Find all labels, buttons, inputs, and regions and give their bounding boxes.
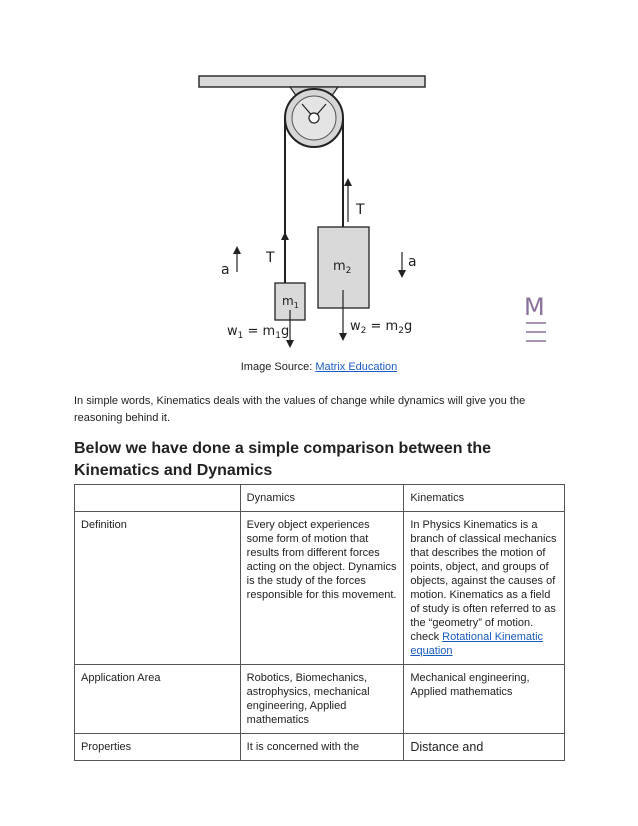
kinematics-definition-text: In Physics Kinematics is a branch of classical mechanics that describes the motion of points, object, and groups of objects, against the causes of motion. Kinematics as a field of study is often referred to as the “geometry” of motion. check: [410, 519, 557, 643]
dynamics-application-area: Robotics, Biomechanics, astrophysics, mechanical engineering, Applied mathematics: [240, 665, 404, 734]
atwood-machine-diagram: [0, 0, 638, 360]
dynamics-definition: Every object experiences some form of motion that results from different forces acting on the object. Dynamics is the study of the forces responsible for this movement.: [240, 512, 404, 665]
label-t-left: T: [266, 250, 275, 266]
matrix-logo-letter: M: [524, 293, 545, 321]
table-cell: [75, 485, 241, 512]
label-w1: $w_1 = m_1g$: [227, 324, 290, 341]
image-caption: [0, 361, 638, 373]
label-m2: $m_2$: [333, 259, 352, 276]
table-row: [75, 665, 565, 734]
pulley-figure: [0, 0, 638, 360]
label-m1: $m_1$: [282, 294, 299, 310]
table-row: [75, 512, 565, 665]
kinematics-properties: Distance and: [404, 734, 565, 761]
row-label-definition: Definition: [75, 512, 241, 665]
table-header-row: [75, 485, 565, 512]
row-label-application-area: Application Area: [75, 665, 241, 734]
caption-link[interactable]: Matrix Education: [315, 361, 398, 373]
ceiling-beam: [199, 76, 425, 87]
kinematics-application-area: Mechanical engineering, Applied mathematics: [404, 665, 565, 734]
label-w2: $w_2 = m_2g$: [350, 319, 413, 336]
table-row: [75, 734, 565, 761]
pulley-axle: [309, 113, 319, 123]
caption-prefix: Image Source:: [240, 361, 316, 373]
table-header-dynamics: Dynamics: [240, 485, 404, 512]
comparison-table: [74, 484, 565, 761]
label-a-right: a: [408, 254, 417, 270]
label-t-right: T: [356, 202, 365, 218]
label-a-left: a: [221, 262, 230, 278]
dynamics-properties: It is concerned with the: [240, 734, 404, 761]
rotational-kinematic-link[interactable]: Rotational Kinematic equation: [410, 631, 544, 657]
row-label-properties: Properties: [75, 734, 241, 761]
section-heading: Below we have done a simple comparison between the Kinematics and Dynamics: [74, 440, 491, 479]
intro-paragraph: In simple words, Kinematics deals with the values of change while dynamics will give you the reasoning behind it.: [74, 395, 526, 424]
kinematics-definition: [404, 512, 565, 665]
table-header-kinematics: Kinematics: [404, 485, 565, 512]
